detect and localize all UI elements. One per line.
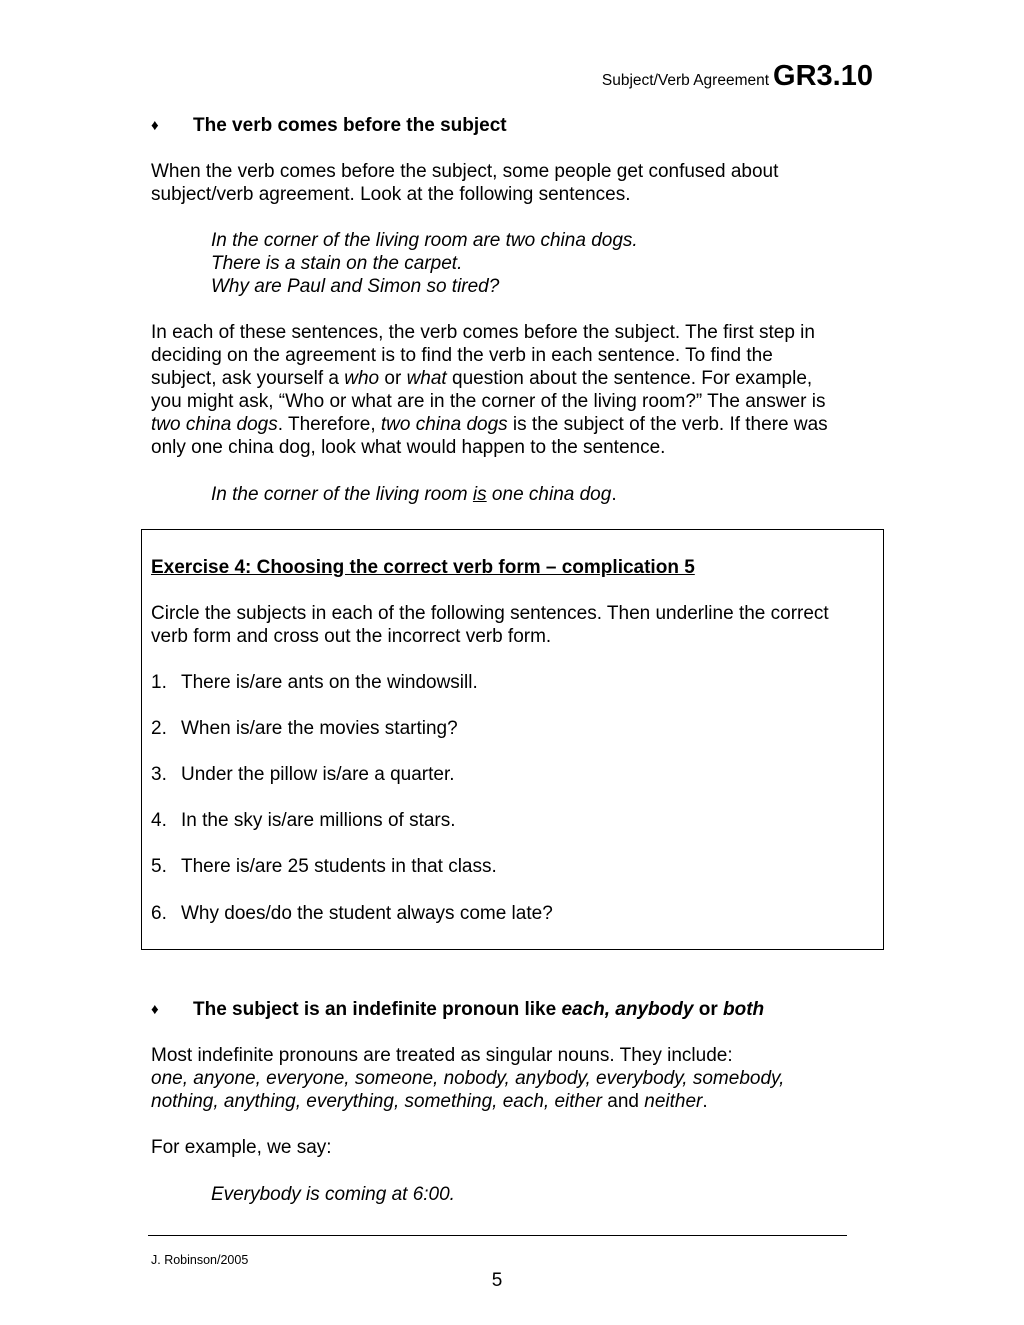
- page-header: [602, 60, 873, 93]
- header-code: GR3.10: [773, 60, 873, 92]
- underlined-verb: is: [472, 484, 487, 505]
- heading-run: The subject is an indefinite pronoun like: [193, 999, 562, 1020]
- paragraph-line: only one china dog, look what would happen to the sentence.: [151, 437, 666, 458]
- item-number: 1.: [151, 672, 167, 693]
- item-text: There is/are ants on the windowsill.: [181, 672, 478, 693]
- item-number: 5.: [151, 856, 167, 877]
- pronoun-list-line: one, anyone, everyone, someone, nobody, anybody, everybody, somebody,: [151, 1068, 785, 1089]
- paragraph-line: [151, 367, 828, 390]
- item-number: 6.: [151, 903, 167, 924]
- paragraph-line: In each of these sentences, the verb comes before the subject. The first step in: [151, 322, 815, 343]
- header-subtitle: Subject/Verb Agreement: [601, 72, 770, 89]
- paragraph-line: deciding on the agreement is to find the verb in each sentence. To find the: [151, 345, 773, 366]
- exercise-item: [151, 671, 478, 694]
- heading-emphasis: each, anybody: [561, 999, 694, 1020]
- section-heading-verb-before-subject: [151, 114, 507, 137]
- text-run: In the corner of the living room: [211, 484, 473, 505]
- item-text: Why does/do the student always come late?: [181, 903, 553, 924]
- section-intro: [151, 160, 778, 206]
- exercise-item: [151, 855, 497, 878]
- text-run: question about the sentence. For example,: [446, 368, 813, 389]
- text-run: .: [702, 1091, 708, 1112]
- item-text: In the sky is/are millions of stars.: [181, 810, 456, 831]
- text-run: one china dog: [486, 484, 612, 505]
- item-text: When is/are the movies starting?: [181, 718, 458, 739]
- diamond-bullet-icon: ♦: [151, 117, 159, 134]
- emphasis-who: who: [344, 368, 380, 389]
- instruction-line: verb form and cross out the incorrect verb form.: [151, 626, 552, 647]
- intro-line: When the verb comes before the subject, some people get confused about: [151, 161, 779, 182]
- footer-divider: [148, 1235, 847, 1236]
- item-text: Under the pillow is/are a quarter.: [181, 764, 455, 785]
- emphasis-what: what: [406, 368, 447, 389]
- section-heading-indefinite-pronoun: [151, 998, 764, 1021]
- emphasis-subject: two china dogs: [380, 414, 508, 435]
- item-number: 3.: [151, 764, 167, 785]
- paragraph-line: you might ask, “Who or what are in the corner of the living room?” The answer is: [151, 391, 826, 412]
- diamond-bullet-icon: ♦: [151, 1001, 159, 1018]
- exercise-instructions: [151, 602, 829, 648]
- text-run: subject, ask yourself a: [151, 368, 345, 389]
- item-number: 4.: [151, 810, 167, 831]
- text-run: and: [602, 1091, 645, 1112]
- example-sentence: Why are Paul and Simon so tired?: [211, 276, 500, 297]
- text-run: is the subject of the verb. If there was: [507, 414, 828, 435]
- paragraph-line: Most indefinite pronouns are treated as singular nouns. They include:: [151, 1045, 733, 1066]
- exercise-title: Exercise 4: Choosing the correct verb form – complication 5: [151, 557, 695, 578]
- pronoun-list-line: [151, 1090, 784, 1113]
- intro-line: subject/verb agreement. Look at the following sentences.: [151, 184, 631, 205]
- exercise-item: [151, 809, 456, 832]
- item-number: 2.: [151, 718, 167, 739]
- text-run: nothing, anything, everything, something, each, either: [151, 1091, 603, 1112]
- footer-author: J. Robinson/2005: [151, 1253, 249, 1267]
- exercise-item: [151, 763, 455, 786]
- item-text: There is/are 25 students in that class.: [181, 856, 497, 877]
- heading-emphasis: both: [723, 999, 765, 1020]
- section-heading-text: The verb comes before the subject: [193, 115, 507, 136]
- example-sentence: There is a stain on the carpet.: [211, 253, 463, 274]
- indefinite-pronoun-paragraph: [151, 1044, 784, 1113]
- paragraph-line: [151, 413, 828, 436]
- text-run: . Therefore,: [277, 414, 381, 435]
- page-number: 5: [491, 1270, 503, 1291]
- example-single-dog: [211, 483, 617, 506]
- text-run: .: [611, 484, 617, 505]
- exercise-item: [151, 902, 553, 925]
- explanation-paragraph: [151, 321, 828, 459]
- exercise-item: [151, 717, 458, 740]
- emphasis-subject: two china dogs: [151, 414, 278, 435]
- heading-run: or: [693, 999, 723, 1020]
- example-sentence: Everybody is coming at 6:00.: [211, 1184, 455, 1205]
- text-run: neither: [644, 1091, 703, 1112]
- instruction-line: Circle the subjects in each of the following sentences. Then underline the correct: [151, 603, 829, 624]
- example-lead: For example, we say:: [151, 1137, 332, 1158]
- text-run: or: [379, 368, 407, 389]
- example-sentence: In the corner of the living room are two china dogs.: [211, 230, 638, 251]
